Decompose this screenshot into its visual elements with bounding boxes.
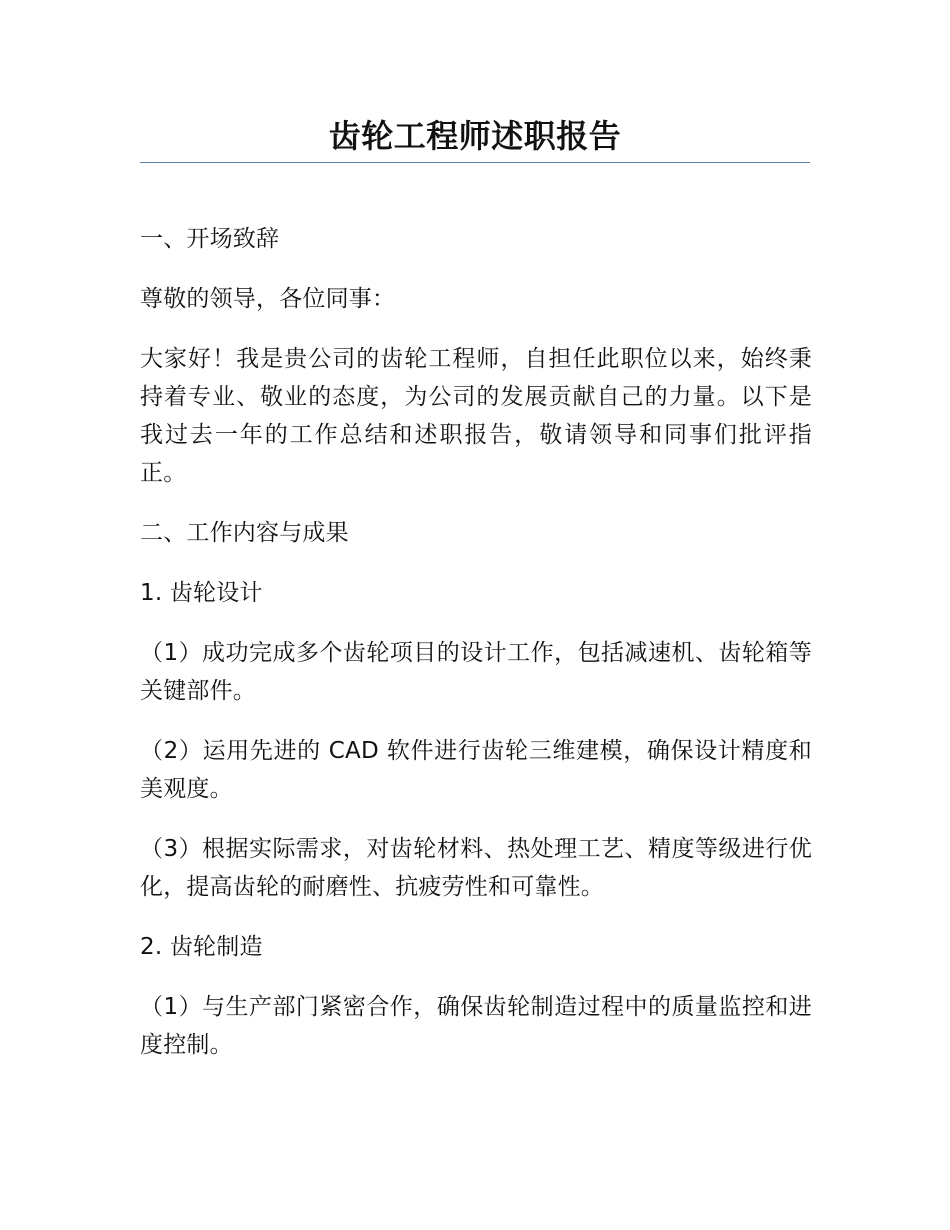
design-item-1: （1）成功完成多个齿轮项目的设计工作，包括减速机、齿轮箱等关键部件。 — [140, 640, 812, 704]
design-item-2: （2）运用先进的 CAD 软件进行齿轮三维建模，确保设计精度和美观度。 — [140, 738, 812, 802]
section-heading-work: 二、工作内容与成果 — [140, 520, 349, 546]
title-underline — [140, 162, 810, 163]
subheading-gear-manufacturing: 2. 齿轮制造 — [140, 934, 263, 960]
document-body — [140, 220, 812, 1086]
subheading-gear-design: 1. 齿轮设计 — [140, 580, 263, 606]
intro-paragraph: 大家好！我是贵公司的齿轮工程师，自担任此职位以来，始终秉持着专业、敬业的态度，为公司的发展贡献自己的力量。以下是我过去一年的工作总结和述职报告，敬请领导和同事们批评指正。 — [140, 346, 812, 486]
document-title: 齿轮工程师述职报告 — [328, 117, 622, 155]
salutation: 尊敬的领导，各位同事： — [140, 286, 396, 312]
manufacturing-item-1: （1）与生产部门紧密合作，确保齿轮制造过程中的质量监控和进度控制。 — [140, 994, 812, 1058]
design-item-3: （3）根据实际需求，对齿轮材料、热处理工艺、精度等级进行优化，提高齿轮的耐磨性、抗疲劳性和可靠性。 — [140, 836, 812, 900]
section-heading-opening: 一、开场致辞 — [140, 226, 280, 252]
